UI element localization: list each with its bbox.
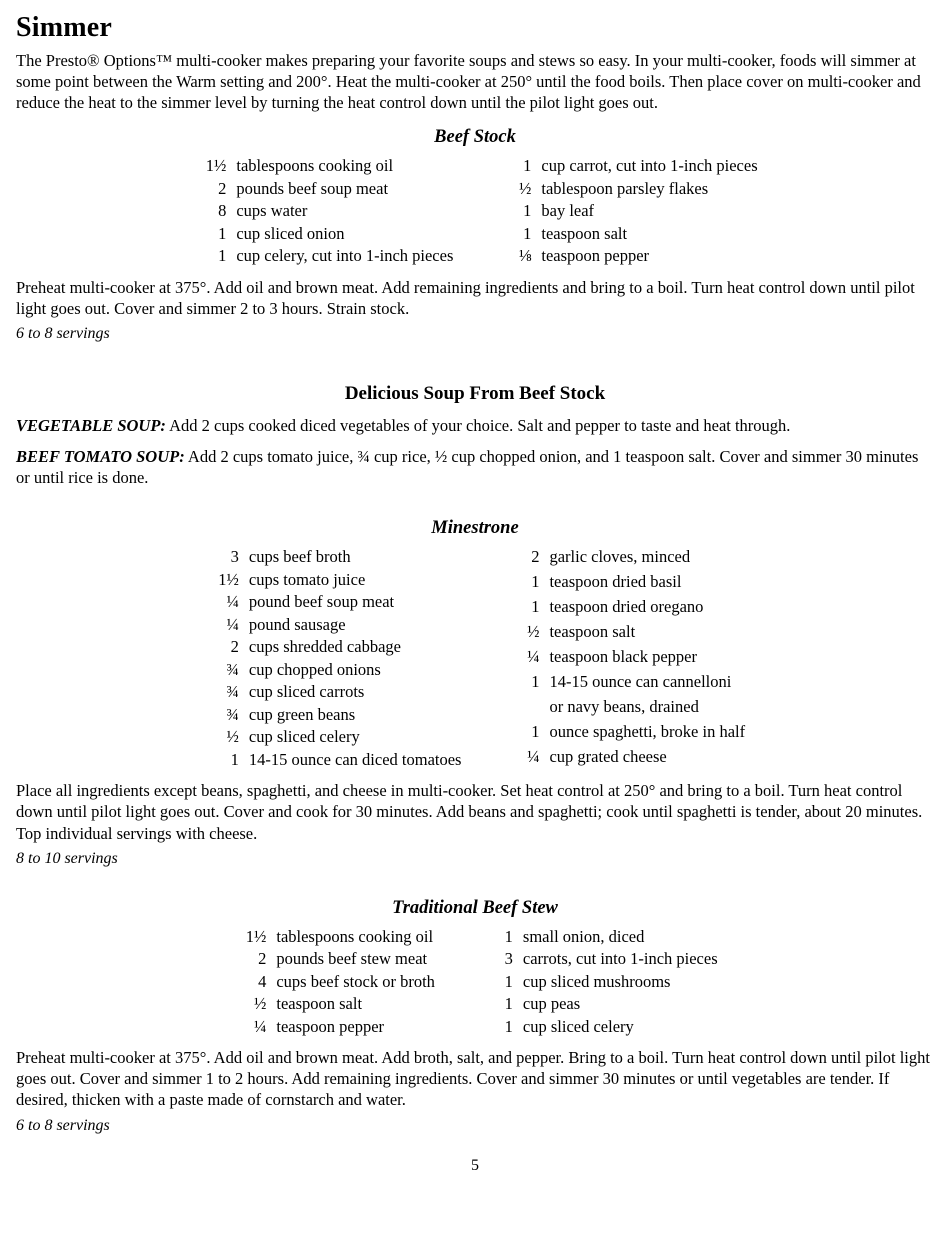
ingredient-name: pounds beef soup meat xyxy=(236,178,389,198)
variation-beef-tomato-soup xyxy=(16,446,934,488)
ingredient-row xyxy=(205,750,462,773)
ingredient-row xyxy=(505,547,745,572)
ingredient-qty: ½ xyxy=(527,622,540,642)
recipe-servings-traditional-beef-stew: 6 to 8 servings xyxy=(16,1116,110,1134)
ingredient-name: carrots, cut into 1-inch pieces xyxy=(522,949,718,969)
ingredient-row xyxy=(232,972,435,995)
ingredient-qty: 1½ xyxy=(245,926,267,946)
recipe-method-traditional-beef-stew: Preheat multi-cooker at 375°. Add oil and brown meat. Add broth, salt, and pepper. Bring to a boil. Turn heat control down until pilot light goes out. Cover and simmer 1 to 2 hours. Add remaining ingredients. Cover and simmer 30 minutes or until vegetables are tender. If desired, thicken with a paste made of cornstarch and water. xyxy=(16,1048,930,1110)
ingredient-row xyxy=(479,949,718,972)
ingredient-column-right xyxy=(497,156,757,269)
ingredient-qty: 1 xyxy=(531,572,540,592)
ingredient-name: cup carrot, cut into 1-inch pieces xyxy=(541,156,758,176)
ingredient-name: cup sliced mushrooms xyxy=(522,971,671,991)
ingredient-name: cups beef broth xyxy=(248,547,351,567)
ingredient-row xyxy=(232,994,435,1017)
ingredient-name: tablespoons cooking oil xyxy=(236,156,394,176)
ingredient-qty: ¼ xyxy=(527,747,540,767)
ingredient-qty: 2 xyxy=(531,547,540,567)
ingredient-qty: ⅛ xyxy=(519,246,532,266)
ingredient-row xyxy=(497,201,757,224)
ingredient-qty: 1 xyxy=(504,1016,513,1036)
ingredient-row xyxy=(205,682,462,705)
ingredient-qty: 3 xyxy=(504,949,513,969)
ingredient-row xyxy=(505,697,745,722)
ingredient-row xyxy=(479,1017,718,1040)
ingredient-row xyxy=(205,547,462,570)
ingredient-name: teaspoon pepper xyxy=(541,246,650,266)
ingredient-row xyxy=(232,949,435,972)
ingredient-name: cup celery, cut into 1-inch pieces xyxy=(236,246,454,266)
section-title-delicious-soup: Delicious Soup From Beef Stock xyxy=(344,383,606,405)
ingredient-qty: 1½ xyxy=(205,156,227,176)
ingredient-qty: 1 xyxy=(504,971,513,991)
ingredient-row xyxy=(205,637,462,660)
ingredient-row xyxy=(505,572,745,597)
ingredient-qty: ¼ xyxy=(226,614,239,634)
ingredient-qty: 1 xyxy=(531,597,540,617)
ingredient-row xyxy=(505,622,745,647)
ingredient-row xyxy=(205,705,462,728)
ingredient-row xyxy=(497,224,757,247)
recipe-method-minestrone: Place all ingredients except beans, spaghetti, and cheese in multi-cooker. Set heat control at 250° and bring to a boil. Turn heat control down until pilot light goes out. Cover and cook for 30 minutes. Add beans and spaghetti; cook until spaghetti is tender, about 20 minutes. Top individual servings with cheese. xyxy=(16,781,923,843)
ingredient-name: tablespoon parsley flakes xyxy=(541,178,709,198)
ingredient-name: teaspoon salt xyxy=(541,223,628,243)
page-number: 5 xyxy=(471,1157,479,1174)
ingredient-row xyxy=(205,570,462,593)
ingredient-name: cup green beans xyxy=(248,704,356,724)
ingredient-row xyxy=(232,1017,435,1040)
variation-label: VEGETABLE SOUP: xyxy=(16,416,166,436)
ingredient-name: 14-15 ounce can cannelloni xyxy=(549,672,732,692)
variation-text: Add 2 cups cooked diced vegetables of your choice. Salt and pepper to taste and heat through. xyxy=(165,416,791,436)
ingredient-qty: 1 xyxy=(504,994,513,1014)
ingredient-column-left xyxy=(232,927,435,1040)
ingredient-qty: ½ xyxy=(519,178,532,198)
ingredient-qty: ¾ xyxy=(226,682,239,702)
ingredient-qty: 4 xyxy=(258,971,267,991)
variation-label: BEEF TOMATO SOUP: xyxy=(16,447,185,467)
ingredient-name: teaspoon black pepper xyxy=(549,647,697,667)
ingredient-row xyxy=(192,246,453,269)
ingredient-name: cups tomato juice xyxy=(248,569,366,589)
ingredient-row xyxy=(205,592,462,615)
variation-vegetable-soup xyxy=(16,415,934,436)
ingredient-name: cup sliced celery xyxy=(522,1016,634,1036)
ingredient-qty: ¾ xyxy=(226,704,239,724)
ingredient-qty: 1 xyxy=(523,201,532,221)
ingredient-column-left xyxy=(205,547,462,772)
ingredient-name: ounce spaghetti, broke in half xyxy=(549,722,746,742)
ingredient-qty xyxy=(505,697,549,722)
ingredient-name: cups water xyxy=(236,201,308,221)
ingredient-row xyxy=(505,747,745,772)
ingredient-qty: 2 xyxy=(230,637,239,657)
ingredient-qty: 1 xyxy=(218,223,227,243)
ingredient-qty: ¼ xyxy=(226,592,239,612)
ingredient-row xyxy=(497,156,757,179)
intro-paragraph xyxy=(16,50,934,113)
ingredient-row xyxy=(192,201,453,224)
ingredient-name: cup sliced celery xyxy=(248,727,360,747)
ingredient-column-right xyxy=(505,547,745,772)
ingredient-row xyxy=(205,727,462,750)
page-title: Simmer xyxy=(16,12,113,43)
ingredient-name: garlic cloves, minced xyxy=(549,547,691,567)
ingredient-name: tablespoons cooking oil xyxy=(276,926,434,946)
ingredient-list-beef-stock xyxy=(16,156,934,269)
ingredient-name: teaspoon dried basil xyxy=(549,572,682,592)
ingredient-name: cup chopped onions xyxy=(248,659,381,679)
ingredient-name: bay leaf xyxy=(541,201,595,221)
ingredient-name: cups shredded cabbage xyxy=(248,637,401,657)
recipe-method-beef-stock: Preheat multi-cooker at 375°. Add oil and brown meat. Add remaining ingredients and bring to a boil. Turn heat control down until pilot light goes out. Cover and simmer 2 to 3 hours. Strain stock. xyxy=(16,277,915,318)
ingredient-row xyxy=(479,927,718,950)
ingredient-qty: ½ xyxy=(253,994,267,1014)
ingredient-row xyxy=(192,156,453,179)
recipe-title-beef-stock: Beef Stock xyxy=(434,127,516,148)
ingredient-qty: ¾ xyxy=(226,659,239,679)
ingredient-qty: 1 xyxy=(523,156,532,176)
ingredient-row xyxy=(505,597,745,622)
ingredient-qty: 1 xyxy=(531,722,540,742)
ingredient-name: pound beef soup meat xyxy=(248,592,395,612)
ingredient-qty: 2 xyxy=(218,178,227,198)
ingredient-row xyxy=(505,722,745,747)
ingredient-name: or navy beans, drained xyxy=(549,697,699,717)
ingredient-name: cup grated cheese xyxy=(549,747,667,767)
ingredient-name: cup sliced onion xyxy=(236,223,345,243)
ingredient-name: cup sliced carrots xyxy=(248,682,365,702)
ingredient-qty: 1 xyxy=(230,749,239,769)
ingredient-qty: 1 xyxy=(531,672,540,692)
ingredient-row xyxy=(205,615,462,638)
ingredient-qty: 1 xyxy=(504,926,513,946)
ingredient-qty: 1 xyxy=(523,223,532,243)
ingredient-list-minestrone xyxy=(16,547,934,772)
ingredient-name: cups beef stock or broth xyxy=(276,971,435,991)
ingredient-name: teaspoon dried oregano xyxy=(549,597,704,617)
ingredient-qty: 2 xyxy=(258,949,267,969)
ingredient-row xyxy=(192,224,453,247)
ingredient-name: teaspoon salt xyxy=(549,622,636,642)
ingredient-name: 14-15 ounce can diced tomatoes xyxy=(248,749,462,769)
ingredient-qty: 3 xyxy=(230,547,239,567)
ingredient-name: teaspoon pepper xyxy=(276,1016,385,1036)
ingredient-qty: 1½ xyxy=(218,569,239,589)
ingredient-row xyxy=(479,994,718,1017)
ingredient-name: small onion, diced xyxy=(522,926,645,946)
recipe-title-traditional-beef-stew: Traditional Beef Stew xyxy=(392,897,558,918)
ingredient-row xyxy=(497,179,757,202)
ingredient-row xyxy=(192,179,453,202)
intro-text: The Presto® Options™ multi-cooker makes preparing your favorite soups and stews so easy. In your multi-cooker, foods will simmer at some point between the Warm setting and 200°. Heat the multi-cooker at 250° until the food boils. Then place cover on multi-cooker and reduce the heat to the simmer level by turning the heat control down until the pilot light goes out. xyxy=(16,51,921,113)
ingredient-row xyxy=(505,647,745,672)
ingredient-qty: ½ xyxy=(226,727,239,747)
ingredient-column-right xyxy=(479,927,718,1040)
ingredient-name: pound sausage xyxy=(248,614,346,634)
ingredient-name: pounds beef stew meat xyxy=(276,949,428,969)
ingredient-row xyxy=(505,672,745,697)
recipe-title-minestrone: Minestrone xyxy=(431,518,519,539)
ingredient-row xyxy=(479,972,718,995)
variation-text: Add 2 cups tomato juice, ¾ cup rice, ½ cup chopped onion, and 1 teaspoon salt. Cover and simmer 30 minutes or until rice is done. xyxy=(16,447,919,488)
ingredient-column-left xyxy=(192,156,453,269)
ingredient-row xyxy=(497,246,757,269)
ingredient-name: teaspoon salt xyxy=(276,994,363,1014)
recipe-servings-minestrone: 8 to 10 servings xyxy=(16,849,118,867)
ingredient-qty: ¼ xyxy=(527,647,540,667)
ingredient-qty: 8 xyxy=(218,201,227,221)
ingredient-row xyxy=(205,660,462,683)
ingredient-qty: 1 xyxy=(218,246,227,266)
recipe-servings-beef-stock: 6 to 8 servings xyxy=(16,325,110,343)
ingredient-qty: ¼ xyxy=(253,1016,267,1036)
ingredient-name: cup peas xyxy=(522,994,581,1014)
ingredient-list-traditional-beef-stew xyxy=(16,927,934,1040)
ingredient-row xyxy=(232,927,435,950)
